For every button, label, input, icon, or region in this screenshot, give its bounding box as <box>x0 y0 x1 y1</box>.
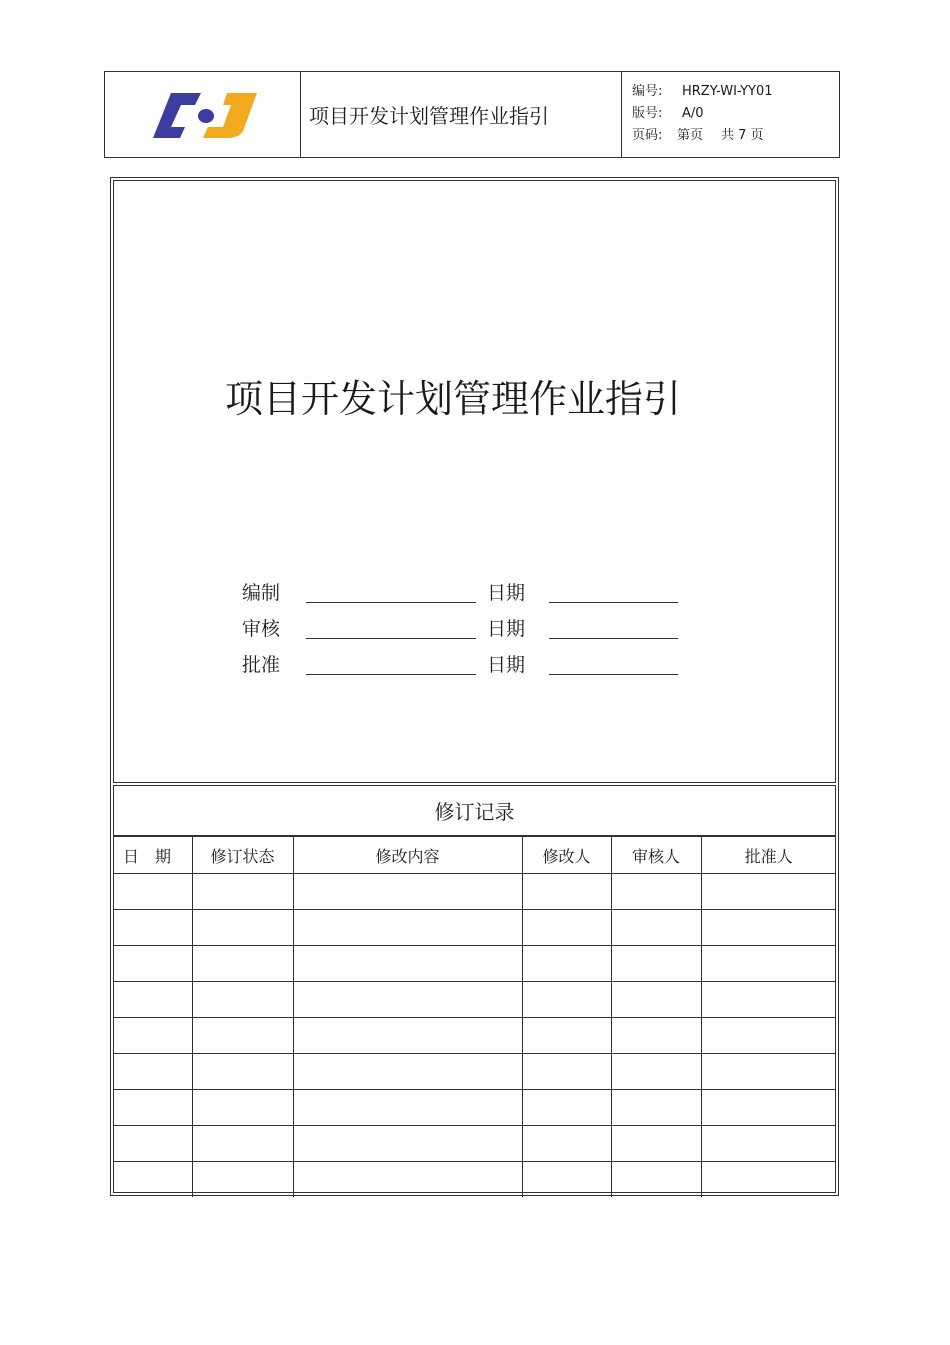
table-cell <box>113 946 192 982</box>
table-row <box>113 910 836 946</box>
table-row <box>113 1126 836 1162</box>
table-cell <box>522 1126 611 1162</box>
table-cell <box>113 1090 192 1126</box>
table-cell <box>293 910 522 946</box>
table-cell <box>611 1126 701 1162</box>
signoff-date-label: 日期 <box>487 618 526 640</box>
version-label: 版号: <box>632 106 663 121</box>
table-cell <box>113 1126 192 1162</box>
signature-line <box>306 638 476 639</box>
table-cell <box>113 1018 192 1054</box>
table-cell <box>611 1054 701 1090</box>
table-cell <box>113 982 192 1018</box>
signoff-role: 审核 <box>242 618 281 640</box>
date-line <box>549 674 678 675</box>
table-cell <box>293 946 522 982</box>
table-row <box>113 946 836 982</box>
page-row <box>632 125 839 147</box>
version-value: A/0 <box>682 106 704 121</box>
document-title: 项目开发计划管理作业指引 <box>225 377 682 421</box>
revision-record-section <box>113 785 836 1193</box>
table-cell <box>611 874 701 910</box>
table-cell <box>522 1018 611 1054</box>
table-cell <box>611 910 701 946</box>
date-line <box>549 638 678 639</box>
doc-number-row <box>632 81 839 103</box>
table-row <box>113 1090 836 1126</box>
col-modifier: 修改人 <box>522 837 611 874</box>
col-reviewer: 审核人 <box>611 837 701 874</box>
col-date: 日 期 <box>113 837 192 874</box>
table-cell <box>522 982 611 1018</box>
signature-line <box>306 602 476 603</box>
date-line <box>549 602 678 603</box>
table-cell <box>701 946 836 982</box>
table-cell <box>701 982 836 1018</box>
table-row <box>113 1054 836 1090</box>
signoff-date-label: 日期 <box>487 582 526 604</box>
table-cell <box>192 1054 293 1090</box>
table-cell <box>701 910 836 946</box>
table-cell <box>522 1162 611 1198</box>
table-cell <box>113 1162 192 1198</box>
table-row <box>113 982 836 1018</box>
signoff-date-label: 日期 <box>487 654 526 676</box>
table-cell <box>293 1054 522 1090</box>
table-cell <box>293 1018 522 1054</box>
table-row <box>113 874 836 910</box>
header-meta <box>622 72 839 157</box>
table-cell <box>192 1018 293 1054</box>
document-header <box>104 71 840 158</box>
table-cell <box>701 1162 836 1198</box>
col-status: 修订状态 <box>192 837 293 874</box>
table-cell <box>701 1018 836 1054</box>
doc-number-value: HRZY-WI-YY01 <box>682 84 773 99</box>
page-total: 共 7 页 <box>721 128 764 143</box>
revision-table <box>113 836 836 1197</box>
table-cell <box>522 1090 611 1126</box>
signoff-role: 批准 <box>242 654 281 676</box>
table-cell <box>113 1054 192 1090</box>
table-cell <box>192 1090 293 1126</box>
table-cell <box>701 1054 836 1090</box>
header-title: 项目开发计划管理作业指引 <box>301 72 622 157</box>
table-row <box>113 1162 836 1198</box>
table-cell <box>701 1126 836 1162</box>
doc-number-label: 编号: <box>632 84 663 99</box>
version-row <box>632 103 839 125</box>
cover-section <box>113 180 836 783</box>
table-cell <box>701 1090 836 1126</box>
table-cell <box>611 1018 701 1054</box>
table-cell <box>113 910 192 946</box>
company-logo-cell <box>105 72 301 157</box>
table-cell <box>611 982 701 1018</box>
page-text: 第页 <box>677 128 704 143</box>
table-cell <box>293 874 522 910</box>
table-cell <box>522 1054 611 1090</box>
table-cell <box>192 1162 293 1198</box>
table-cell <box>192 910 293 946</box>
table-cell <box>701 874 836 910</box>
revision-table-header <box>113 837 836 874</box>
table-cell <box>192 1126 293 1162</box>
table-cell <box>293 1090 522 1126</box>
table-row <box>113 1018 836 1054</box>
company-logo-icon <box>149 87 261 145</box>
table-cell <box>293 1162 522 1198</box>
table-cell <box>611 1090 701 1126</box>
signature-line <box>306 674 476 675</box>
table-cell <box>113 874 192 910</box>
table-cell <box>293 1126 522 1162</box>
table-cell <box>192 874 293 910</box>
table-cell <box>293 982 522 1018</box>
table-cell <box>522 910 611 946</box>
table-cell <box>611 1162 701 1198</box>
signoff-role: 编制 <box>242 582 281 604</box>
page-label: 页码: <box>632 128 663 143</box>
col-content: 修改内容 <box>293 837 522 874</box>
table-cell <box>192 982 293 1018</box>
table-cell <box>522 874 611 910</box>
table-cell <box>611 946 701 982</box>
col-approver: 批准人 <box>701 837 836 874</box>
table-cell <box>522 946 611 982</box>
table-cell <box>192 946 293 982</box>
revision-record-title: 修订记录 <box>114 786 835 836</box>
